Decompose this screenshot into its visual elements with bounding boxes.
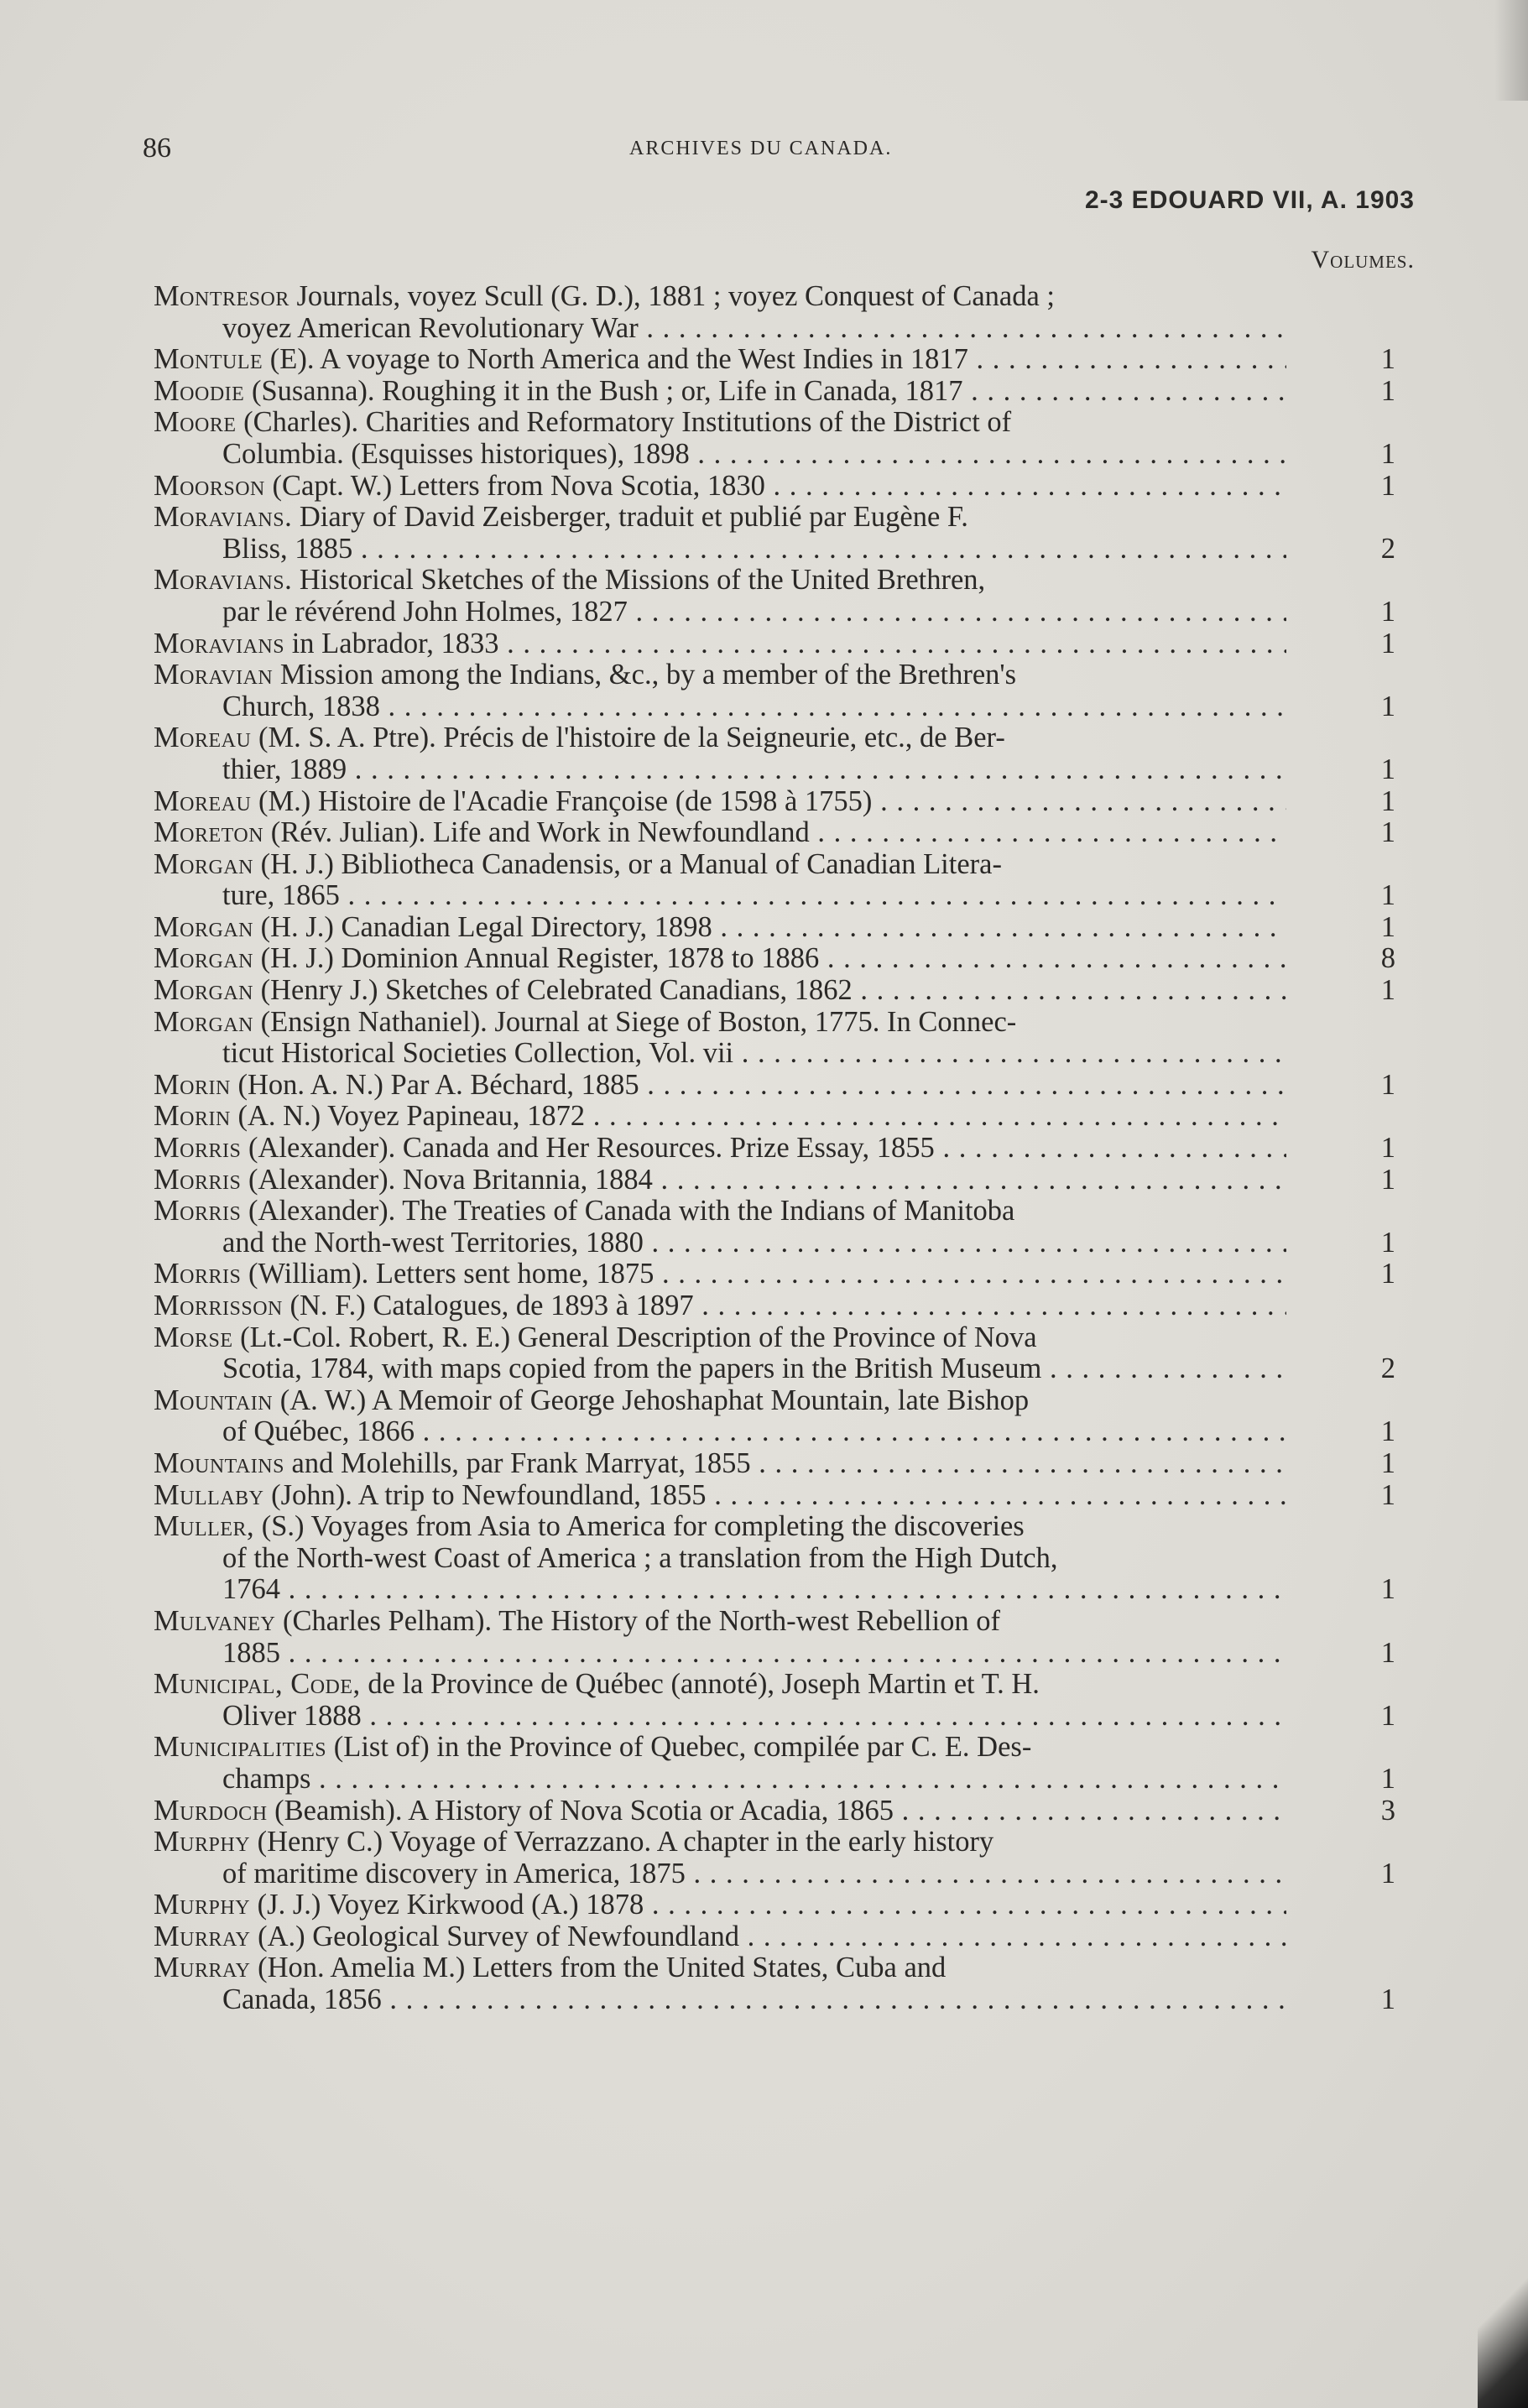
entry-first-line [154,628,1286,660]
entry-text: (John). A trip to Newfoundland, 1855 [271,1479,707,1511]
entry-text: of the North-west Coast of America ; a translation from the High Dutch, [222,1542,1058,1574]
bibliography-entry [154,786,1395,818]
bibliography-entry [154,1007,1395,1070]
entry-first-line [154,407,1286,439]
entry-heading-name: Municipalities [154,1732,327,1764]
entry-heading-name: Murray [154,1952,251,1984]
entry-heading-name: Moore [154,407,237,439]
entry-heading-name: Moreton [154,817,264,849]
entry-text: Canada, 1856 [222,1984,382,2016]
running-title: ARCHIVES DU CANADA. [629,138,893,159]
entry-heading-name: Moorson [154,470,265,502]
entry-heading-name: Moravian [154,659,274,691]
bibliography-entry [154,344,1395,376]
entry-continuation-line [154,313,1286,345]
bibliography-entry [154,1921,1395,1953]
page-edge-shadow [1494,0,1528,101]
entry-first-line [154,1259,1286,1290]
volume-count: 1 [1380,784,1395,817]
volume-count: 1 [1380,1132,1395,1165]
volume-count: 1 [1380,1163,1395,1196]
entry-heading-name: Municipal, Code, [154,1669,361,1701]
volume-count: 1 [1380,1446,1395,1479]
entry-text: (E). A voyage to North America and the West Indies in 1817 [269,344,968,376]
entry-text: thier, 1889 [222,753,347,785]
entry-text: (List of) in the Province of Quebec, compilée par C. E. Des- [333,1732,1032,1764]
volume-count: 1 [1380,974,1395,1007]
entry-continuation-line [154,1543,1286,1575]
entry-first-line [154,502,1286,534]
entry-text: par le révérend John Holmes, 1827 [222,596,628,628]
bibliography-entry [154,1827,1395,1889]
bibliography-entry [154,1070,1395,1102]
bibliography-entry [154,628,1395,660]
entry-first-line [154,943,1286,975]
entry-heading-name: Morgan [154,943,254,975]
entry-text: ticut Historical Societies Collection, Vol. vii [222,1038,734,1070]
entry-first-line [154,1101,1286,1133]
volume-count: 1 [1380,910,1395,943]
bibliography-entry [154,1290,1395,1322]
entry-first-line [154,1921,1286,1953]
entry-heading-name: Mullaby [154,1479,264,1511]
entry-text: (Henry C.) Voyage of Verrazzano. A chapter in the early history [257,1827,994,1858]
bibliography-entry [154,281,1395,344]
entry-text: (Rév. Julian). Life and Work in Newfoundland [270,817,810,849]
entry-heading-name: Morgan [154,1006,254,1038]
entry-text: Oliver 1888 [222,1700,362,1732]
entry-text: (Alexander). The Treaties of Canada with the Indians of Manitoba [248,1196,1015,1227]
entry-first-line [154,1952,1286,1984]
entry-heading-name: Murphy [154,1889,251,1921]
entry-continuation-line [154,1353,1286,1385]
entry-first-line [154,281,1286,313]
bibliography-entry [154,1952,1395,2015]
entry-heading-name: Muller, [154,1511,255,1543]
volume-count: 1 [1380,1983,1395,2016]
entry-first-line [154,1322,1286,1354]
entry-text: (A. N.) Voyez Papineau, 1872 [237,1101,586,1133]
volume-count: 1 [1380,690,1395,722]
entry-first-line [154,817,1286,849]
entry-heading-name: Moreau [154,785,252,817]
bibliography-entry [154,376,1395,408]
bibliography-entry [154,1796,1395,1827]
entry-heading-name: Morris [154,1164,242,1196]
entry-text: (Susanna). Roughing it in the Bush ; or, Life in Canada, 1817 [251,375,963,407]
entry-continuation-line [154,1574,1286,1606]
bibliography-entry [154,1196,1395,1259]
session-label: 2-3 EDOUARD VII, A. 1903 [1084,186,1415,214]
entry-text: and the North-west Territories, 1880 [222,1227,644,1259]
entry-heading-name: Moravians. [154,565,293,597]
bibliography-entry [154,1480,1395,1512]
volume-count: 1 [1380,1415,1395,1448]
bibliography-entry [154,471,1395,503]
entry-text: (M.) Histoire de l'Acadie Françoise (de 1598 à 1755) [258,785,873,817]
entry-first-line [154,912,1286,944]
bibliography-entry [154,1165,1395,1196]
volume-count: 1 [1380,816,1395,849]
bibliography-entry [154,565,1395,628]
entry-heading-name: Morrisson [154,1290,283,1321]
entry-text: (Alexander). Canada and Her Resources. Prize Essay, 1855 [248,1133,935,1165]
entry-heading-name: Montresor [154,281,289,312]
entry-first-line [154,849,1286,881]
volume-count: 1 [1380,469,1395,502]
bibliography-entry [154,722,1395,785]
entry-text: and Molehills, par Frank Marryat, 1855 [291,1447,751,1479]
bibliography-entry [154,1385,1395,1448]
entry-first-line [154,1606,1286,1638]
entry-continuation-line [154,1984,1286,2016]
bibliography-entry [154,502,1395,565]
entry-first-line [154,1732,1286,1764]
page-number: 86 [143,133,171,164]
running-head [143,133,1284,166]
entry-heading-name: Mountains [154,1447,284,1479]
entry-first-line [154,1070,1286,1102]
entry-text: (N. F.) Catalogues, de 1893 à 1897 [289,1290,694,1321]
entry-heading-name: Moravians. [154,502,293,534]
entry-first-line [154,1385,1286,1417]
entry-continuation-line [154,1416,1286,1448]
bibliography-entry [154,943,1395,975]
entry-first-line [154,1133,1286,1165]
volume-count: 2 [1380,532,1395,565]
entry-heading-name: Morin [154,1069,231,1101]
entry-heading-name: Morgan [154,848,254,880]
volume-count: 3 [1380,1794,1395,1827]
entry-first-line [154,1290,1286,1322]
entry-text: voyez American Revolutionary War [222,312,639,344]
entry-first-line [154,659,1286,691]
entry-first-line [154,1480,1286,1512]
bibliography-entry [154,1669,1395,1732]
entry-text: Diary of David Zeisberger, traduit et publié par Eugène F. [299,502,968,534]
bibliography-entry [154,1101,1395,1133]
entry-first-line [154,975,1286,1007]
entry-continuation-line [154,439,1286,471]
entry-first-line [154,1669,1286,1701]
bibliography-entry [154,975,1395,1007]
entry-text: Scotia, 1784, with maps copied from the papers in the British Museum [222,1353,1042,1385]
entry-text: (Lt.-Col. Robert, R. E.) General Description of the Province of Nova [240,1321,1037,1353]
bibliography-entry [154,1322,1395,1385]
volume-count: 1 [1380,753,1395,785]
volume-count: 1 [1380,1226,1395,1259]
entry-first-line [154,1796,1286,1827]
entry-first-line [154,1165,1286,1196]
bibliography-entry [154,1889,1395,1921]
entry-first-line [154,786,1286,818]
entry-first-line [154,1827,1286,1858]
entry-text: (A.) Geological Survey of Newfoundland [258,1921,740,1952]
volume-count: 8 [1380,942,1395,975]
volume-count: 2 [1380,1353,1395,1385]
volume-count: 1 [1380,595,1395,628]
entry-first-line [154,376,1286,408]
entry-text: (Beamish). A History of Nova Scotia or Acadia, 1865 [274,1795,894,1827]
entry-first-line [154,1196,1286,1227]
volume-count: 1 [1380,1478,1395,1511]
entry-heading-name: Montule [154,344,263,376]
entry-text: de la Province de Québec (annoté), Joseph Martin et T. H. [368,1669,1040,1701]
entry-text: of maritime discovery in America, 1875 [222,1858,686,1889]
entry-heading-name: Morris [154,1259,242,1290]
volume-count: 1 [1380,1762,1395,1795]
entry-heading-name: Morris [154,1196,242,1227]
bibliography-entry [154,1259,1395,1290]
bibliography-entry [154,912,1395,944]
entry-text: (Charles). Charities and Reformatory Institutions of the District of [243,407,1012,439]
entry-continuation-line [154,1638,1286,1670]
entry-first-line [154,722,1286,754]
entry-text: Bliss, 1885 [222,533,353,565]
entry-text: 1885 [222,1637,280,1669]
entry-heading-name: Morgan [154,911,254,943]
entry-continuation-line [154,1227,1286,1259]
entry-text: (S.) Voyages from Asia to America for completing the discoveries [261,1511,1025,1543]
entry-text: ture, 1865 [222,880,340,912]
bibliography-entry [154,817,1395,849]
entry-text: of Québec, 1866 [222,1416,415,1448]
entry-text: Journals, voyez Scull (G. D.), 1881 ; voyez Conquest of Canada ; [296,281,1056,312]
bibliography-entry [154,1732,1395,1795]
entry-text: (William). Letters sent home, 1875 [248,1259,654,1290]
entry-text: (Hon. Amelia M.) Letters from the United States, Cuba and [258,1952,947,1984]
entry-first-line [154,1511,1286,1543]
bibliography-entry [154,1448,1395,1480]
entry-heading-name: Murphy [154,1827,251,1858]
entry-text: (Capt. W.) Letters from Nova Scotia, 1830 [272,470,765,502]
volume-count: 1 [1380,343,1395,376]
entry-first-line [154,1889,1286,1921]
entry-text: Church, 1838 [222,691,380,722]
entry-first-line [154,1007,1286,1039]
entry-text: (Hon. A. N.) Par A. Béchard, 1885 [237,1069,639,1101]
entry-heading-name: Morgan [154,975,254,1007]
entry-continuation-line [154,754,1286,786]
entry-heading-name: Murray [154,1921,251,1952]
bibliography-list [154,281,1395,2016]
entry-continuation-line [154,691,1286,723]
entry-text: champs [222,1763,311,1795]
bibliography-entry [154,659,1395,722]
entry-heading-name: Murdoch [154,1795,268,1827]
entry-continuation-line [154,1764,1286,1796]
entry-text: (Henry J.) Sketches of Celebrated Canadians, 1862 [260,975,853,1007]
volume-count: 1 [1380,1636,1395,1669]
entry-text: 1764 [222,1574,280,1606]
bibliography-entry [154,1511,1395,1606]
entry-continuation-line [154,1701,1286,1733]
bibliography-entry [154,1133,1395,1165]
volumes-column-heading: Volumes. [1311,246,1415,274]
entry-continuation-line [154,1858,1286,1890]
entry-text: (H. J.) Bibliotheca Canadensis, or a Manual of Canadian Litera- [260,848,1002,880]
entry-text: (H. J.) Canadian Legal Directory, 1898 [260,911,712,943]
entry-first-line [154,471,1286,503]
entry-heading-name: Morris [154,1133,242,1165]
entry-heading-name: Mountain [154,1384,274,1416]
volume-count: 1 [1380,879,1395,912]
entry-continuation-line [154,534,1286,566]
entry-text: Historical Sketches of the Missions of the United Brethren, [299,565,986,597]
volume-count: 1 [1380,627,1395,659]
bibliography-entry [154,407,1395,470]
entry-heading-name: Moreau [154,722,252,754]
entry-text: (Alexander). Nova Britannia, 1884 [248,1164,653,1196]
entry-heading-name: Moodie [154,375,245,407]
entry-heading-name: Mulvaney [154,1605,276,1637]
entry-text: (Charles Pelham). The History of the North-west Rebellion of [283,1605,1000,1637]
entry-text: (A. W.) A Memoir of George Jehoshaphat Mountain, late Bishop [279,1384,1030,1416]
entry-heading-name: Moravians [154,628,285,659]
entry-text: (M. S. A. Ptre). Précis de l'histoire de la Seigneurie, etc., de Ber- [258,722,1005,754]
entry-continuation-line [154,880,1286,912]
entry-text: Mission among the Indians, &c., by a member of the Brethren's [279,659,1017,691]
entry-text: Columbia. (Esquisses historiques), 1898 [222,438,690,470]
entry-text: (J. J.) Voyez Kirkwood (A.) 1878 [257,1889,644,1921]
entry-first-line [154,1448,1286,1480]
entry-first-line [154,344,1286,376]
volume-count: 1 [1380,374,1395,407]
entry-continuation-line [154,597,1286,628]
volume-count: 1 [1380,1573,1395,1606]
entry-text: (H. J.) Dominion Annual Register, 1878 to 1886 [260,943,820,975]
entry-text: in Labrador, 1833 [291,628,499,659]
bibliography-entry [154,1606,1395,1669]
volume-count: 1 [1380,437,1395,470]
entry-heading-name: Morse [154,1321,233,1353]
entry-text: (Ensign Nathaniel). Journal at Siege of Boston, 1775. In Connec- [260,1006,1017,1038]
bibliography-entry [154,849,1395,912]
entry-first-line [154,565,1286,597]
page-corner-shadow [1478,2240,1528,2408]
volume-count: 1 [1380,1068,1395,1101]
volume-count: 1 [1380,1699,1395,1732]
entry-continuation-line [154,1038,1286,1070]
volume-count: 1 [1380,1857,1395,1889]
volume-count: 1 [1380,1258,1395,1290]
entry-heading-name: Morin [154,1101,231,1133]
